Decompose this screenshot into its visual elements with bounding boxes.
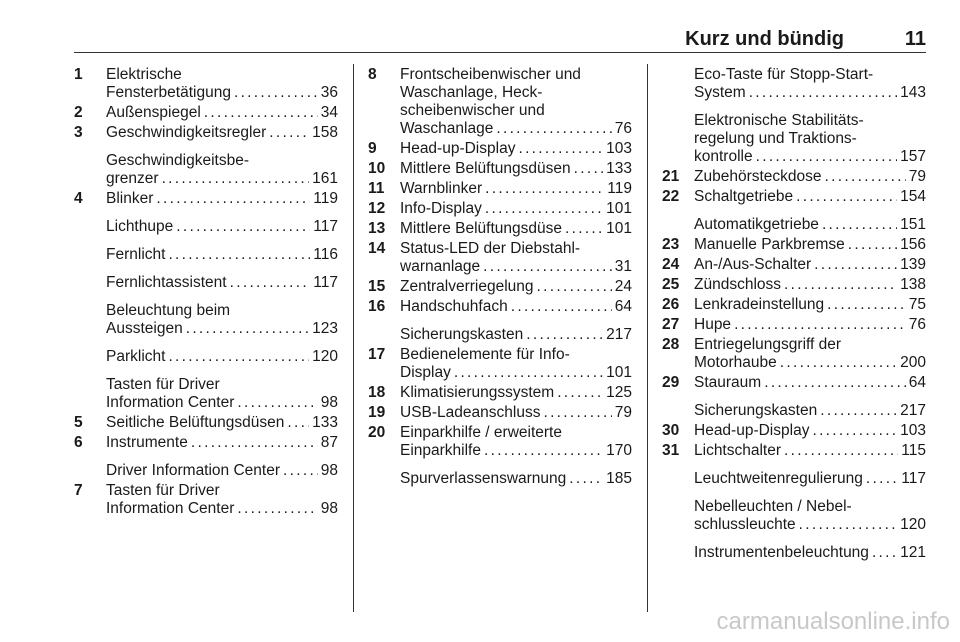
entry-text: Entriegelungsgriff der <box>694 336 842 353</box>
page-reference[interactable]: 139 <box>900 256 926 273</box>
item-number: 3 <box>74 124 83 141</box>
page-reference[interactable]: 76 <box>908 316 926 333</box>
dot-leader <box>496 120 611 138</box>
entry-text: Information Center <box>106 500 235 517</box>
page-reference[interactable]: 101 <box>606 200 632 217</box>
entry-text: Leuchtweitenregulierung <box>694 470 863 487</box>
page-reference[interactable]: 64 <box>908 374 926 391</box>
item-number: 23 <box>662 236 680 253</box>
item-number: 14 <box>368 240 386 257</box>
entry-text: Einparkhilfe / erweiterte <box>400 424 562 441</box>
entry-text: Elektrische <box>106 66 182 83</box>
entry-text: Lenkradeinstellung <box>694 296 825 313</box>
item-number: 17 <box>368 346 386 363</box>
item-number: 28 <box>662 336 680 353</box>
index-entry <box>74 104 338 122</box>
item-number: 9 <box>368 140 377 157</box>
page-reference[interactable]: 157 <box>900 148 926 165</box>
item-number: 16 <box>368 298 386 315</box>
index-entry <box>368 326 632 344</box>
page-number: 11 <box>904 28 926 50</box>
dot-leader <box>780 354 897 372</box>
item-number: 15 <box>368 278 386 295</box>
page-reference[interactable]: 217 <box>900 402 926 419</box>
index-entry <box>662 470 926 488</box>
index-entry <box>368 346 632 382</box>
entry-text: Außenspiegel <box>106 104 201 121</box>
index-entry <box>662 66 926 102</box>
dot-leader <box>872 544 897 562</box>
item-number: 8 <box>368 66 377 83</box>
index-entry <box>368 424 632 460</box>
dot-leader <box>537 278 612 296</box>
item-number: 10 <box>368 160 386 177</box>
entry-text: Waschanlage <box>400 120 494 137</box>
entry-text: Tasten für Driver <box>106 376 220 393</box>
dot-leader <box>734 316 906 334</box>
entry-text: Sicherungskasten <box>400 326 524 343</box>
item-number: 29 <box>662 374 680 391</box>
item-number: 1 <box>74 66 83 83</box>
dot-leader <box>569 470 603 488</box>
dot-leader <box>204 104 318 122</box>
entry-text: Geschwindigkeitsregler <box>106 124 267 141</box>
entry-text: Driver Information Center <box>106 462 281 479</box>
item-number: 2 <box>74 104 83 121</box>
item-number: 20 <box>368 424 386 441</box>
dot-leader <box>866 470 898 488</box>
entry-text: Fensterbetätigung <box>106 84 231 101</box>
page-reference[interactable]: 119 <box>607 180 632 197</box>
dot-leader <box>812 422 897 440</box>
index-entry <box>662 276 926 294</box>
item-number: 19 <box>368 404 386 421</box>
page-reference[interactable]: 121 <box>900 544 926 561</box>
page-reference[interactable]: 64 <box>614 298 632 315</box>
page-reference[interactable]: 31 <box>614 258 632 275</box>
page-reference[interactable]: 138 <box>900 276 926 293</box>
dot-leader <box>764 374 906 392</box>
entry-text: Instrumentenbeleuchtung <box>694 544 869 561</box>
entry-text: Info-Display <box>400 200 482 217</box>
entry-text: Nebelleuchten / Nebel- <box>694 498 852 515</box>
page-reference[interactable]: 87 <box>320 434 338 451</box>
item-number: 11 <box>368 180 385 197</box>
dot-leader <box>168 348 309 366</box>
dot-leader <box>485 180 604 198</box>
item-number: 31 <box>662 442 680 459</box>
index-entry <box>662 374 926 392</box>
item-number: 24 <box>662 256 680 273</box>
index-entry <box>368 278 632 296</box>
index-entry <box>368 140 632 158</box>
dot-leader <box>518 140 603 158</box>
page-reference[interactable]: 120 <box>900 516 926 533</box>
dot-leader <box>848 236 897 254</box>
entry-text: Sicherungskasten <box>694 402 818 419</box>
index-column-1 <box>74 66 338 518</box>
page-reference[interactable]: 185 <box>606 470 632 487</box>
index-entry <box>74 66 338 102</box>
entry-text: Waschanlage, Heck- <box>400 84 543 101</box>
index-entry <box>74 274 338 292</box>
dot-leader <box>287 414 309 432</box>
entry-text: Status-LED der Diebstahl- <box>400 240 581 257</box>
index-entry <box>74 302 338 338</box>
page-reference[interactable]: 117 <box>313 218 338 235</box>
index-entry <box>368 404 632 422</box>
entry-text: Tasten für Driver <box>106 482 220 499</box>
index-entry <box>74 482 338 518</box>
page-reference[interactable]: 161 <box>312 170 338 187</box>
dot-leader <box>820 402 897 420</box>
entry-text: Mittlere Belüftungsdüsen <box>400 160 571 177</box>
page-reference[interactable]: 24 <box>614 278 632 295</box>
item-number: 4 <box>74 190 83 207</box>
index-entry <box>368 298 632 316</box>
dot-leader <box>230 274 311 292</box>
page-reference[interactable]: 125 <box>606 384 632 401</box>
item-number: 7 <box>74 482 83 499</box>
entry-text: Elektronische Stabilitäts- <box>694 112 864 129</box>
item-number: 22 <box>662 188 680 205</box>
dot-leader <box>749 84 897 102</box>
page-reference[interactable]: 170 <box>606 442 632 459</box>
page-reference[interactable]: 76 <box>614 120 632 137</box>
page-reference[interactable]: 98 <box>320 500 338 517</box>
index-entry <box>74 152 338 188</box>
dot-leader <box>237 394 317 412</box>
entry-text: Hupe <box>694 316 732 333</box>
index-entry <box>662 256 926 274</box>
page-reference[interactable]: 200 <box>900 354 926 371</box>
entry-text: Zündschloss <box>694 276 782 293</box>
dot-leader <box>543 404 611 422</box>
dot-leader <box>825 168 906 186</box>
entry-text: Head-up-Display <box>400 140 516 157</box>
entry-text: Lichtschalter <box>694 442 782 459</box>
page-reference[interactable]: 117 <box>901 470 926 487</box>
dot-leader <box>454 364 603 382</box>
dot-leader <box>484 442 603 460</box>
index-entry <box>368 240 632 276</box>
entry-text: Klimatisierungssystem <box>400 384 555 401</box>
entry-text: Mittlere Belüftungsdüse <box>400 220 562 237</box>
index-entry <box>368 470 632 488</box>
index-entry <box>368 200 632 218</box>
dot-leader <box>827 296 906 314</box>
entry-text: Stauraum <box>694 374 762 391</box>
entry-text: System <box>694 84 746 101</box>
entry-text: Handschuhfach <box>400 298 508 315</box>
dot-leader <box>784 276 897 294</box>
index-entry <box>662 544 926 562</box>
index-entry <box>662 168 926 186</box>
entry-text: Schaltgetriebe <box>694 188 794 205</box>
watermark: carmanualsonline.info <box>716 608 950 635</box>
index-entry <box>662 336 926 372</box>
index-entry <box>662 112 926 166</box>
index-entry <box>74 414 338 432</box>
entry-text: Fernlichtassistent <box>106 274 227 291</box>
dot-leader <box>269 124 309 142</box>
page-reference[interactable]: 154 <box>900 188 926 205</box>
entry-text: Bedienelemente für Info- <box>400 346 570 363</box>
item-number: 21 <box>662 168 680 185</box>
index-entry <box>662 316 926 334</box>
page-reference[interactable]: 120 <box>312 348 338 365</box>
dot-leader <box>756 148 898 166</box>
index-entry <box>662 236 926 254</box>
index-entry <box>74 348 338 366</box>
dot-leader <box>176 218 310 236</box>
entry-text: Information Center <box>106 394 235 411</box>
page-reference[interactable]: 79 <box>614 404 632 421</box>
page-reference[interactable]: 217 <box>606 326 632 343</box>
page-reference[interactable]: 117 <box>313 274 338 291</box>
dot-leader <box>156 190 310 208</box>
entry-text: Fernlicht <box>106 246 166 263</box>
dot-leader <box>511 298 612 316</box>
page-reference[interactable]: 101 <box>606 220 632 237</box>
page-reference[interactable]: 151 <box>900 216 926 233</box>
page-reference[interactable]: 116 <box>313 246 338 263</box>
page-reference[interactable]: 103 <box>606 140 632 157</box>
entry-text: Display <box>400 364 451 381</box>
entry-text: An-/Aus-Schalter <box>694 256 812 273</box>
index-entry <box>662 422 926 440</box>
dot-leader <box>283 462 318 480</box>
entry-text: Head-up-Display <box>694 422 810 439</box>
column-divider <box>647 64 648 612</box>
item-number: 13 <box>368 220 386 237</box>
page-reference[interactable]: 143 <box>900 84 926 101</box>
entry-text: Warnblinker <box>400 180 483 197</box>
index-entry <box>74 434 338 452</box>
entry-text: Instrumente <box>106 434 188 451</box>
page-title: Kurz und bündig <box>685 28 844 50</box>
entry-text: Manuelle Parkbremse <box>694 236 845 253</box>
index-entry <box>662 442 926 460</box>
index-entry <box>662 188 926 206</box>
page-header <box>74 28 926 53</box>
entry-text: USB-Ladeanschluss <box>400 404 541 421</box>
item-number: 25 <box>662 276 680 293</box>
index-entry <box>74 376 338 412</box>
entry-text: scheibenwischer und <box>400 102 545 119</box>
entry-text: Zubehörsteckdose <box>694 168 822 185</box>
page-reference[interactable]: 101 <box>606 364 632 381</box>
entry-text: Spurverlassenswarnung <box>400 470 567 487</box>
dot-leader <box>191 434 318 452</box>
entry-text: regelung und Traktions- <box>694 130 857 147</box>
page-reference[interactable]: 115 <box>901 442 926 459</box>
entry-text: Blinker <box>106 190 154 207</box>
entry-text: kontrolle <box>694 148 753 165</box>
entry-text: Zentralverriegelung <box>400 278 534 295</box>
index-entry <box>74 246 338 264</box>
page-reference[interactable]: 123 <box>312 320 338 337</box>
index-entry <box>74 218 338 236</box>
column-divider <box>353 64 354 612</box>
index-entry <box>74 190 338 208</box>
index-entry <box>662 402 926 420</box>
entry-text: Frontscheibenwischer und <box>400 66 581 83</box>
entry-text: schlussleuchte <box>694 516 796 533</box>
dot-leader <box>574 160 604 178</box>
entry-text: grenzer <box>106 170 159 187</box>
dot-leader <box>799 516 897 534</box>
index-entry <box>368 180 632 198</box>
item-number: 30 <box>662 422 680 439</box>
entry-text: Einparkhilfe <box>400 442 481 459</box>
index-entry <box>368 384 632 402</box>
item-number: 6 <box>74 434 83 451</box>
index-entry <box>74 462 338 480</box>
item-number: 12 <box>368 200 386 217</box>
index-entry <box>662 296 926 314</box>
page-reference[interactable]: 119 <box>313 190 338 207</box>
dot-leader <box>814 256 897 274</box>
entry-text: Automatikgetriebe <box>694 216 819 233</box>
dot-leader <box>237 500 317 518</box>
page-reference[interactable]: 98 <box>320 462 338 479</box>
page-reference[interactable]: 36 <box>320 84 338 101</box>
index-entry <box>662 498 926 534</box>
entry-text: Seitliche Belüftungsdüsen <box>106 414 285 431</box>
item-number: 5 <box>74 414 83 431</box>
page-reference[interactable]: 156 <box>900 236 926 253</box>
page-reference[interactable]: 34 <box>320 104 338 121</box>
dot-leader <box>557 384 603 402</box>
dot-leader <box>526 326 603 344</box>
index-entry <box>368 160 632 178</box>
dot-leader <box>234 84 318 102</box>
item-number: 18 <box>368 384 386 401</box>
index-entry <box>74 124 338 142</box>
index-column-3 <box>662 66 926 562</box>
dot-leader <box>483 258 612 276</box>
page-reference[interactable]: 133 <box>312 414 338 431</box>
dot-leader <box>784 442 898 460</box>
item-number: 26 <box>662 296 680 313</box>
entry-text: Lichthupe <box>106 218 174 235</box>
index-column-2 <box>368 66 632 488</box>
entry-text: Eco-Taste für Stopp-Start- <box>694 66 874 83</box>
item-number: 27 <box>662 316 680 333</box>
index-entry <box>662 216 926 234</box>
entry-text: Geschwindigkeitsbe- <box>106 152 250 169</box>
page-reference[interactable]: 103 <box>900 422 926 439</box>
dot-leader <box>565 220 603 238</box>
entry-text: Motorhaube <box>694 354 777 371</box>
dot-leader <box>822 216 897 234</box>
index-entry <box>368 66 632 138</box>
page-reference[interactable]: 158 <box>312 124 338 141</box>
entry-text: Beleuchtung beim <box>106 302 231 319</box>
dot-leader <box>168 246 310 264</box>
dot-leader <box>485 200 603 218</box>
page-reference[interactable]: 133 <box>606 160 632 177</box>
page-reference[interactable]: 98 <box>320 394 338 411</box>
dot-leader <box>162 170 310 188</box>
dot-leader <box>796 188 897 206</box>
index-entry <box>368 220 632 238</box>
page-reference[interactable]: 79 <box>908 168 926 185</box>
entry-text: Parklicht <box>106 348 166 365</box>
dot-leader <box>186 320 309 338</box>
page-reference[interactable]: 75 <box>908 296 926 313</box>
entry-text: Aussteigen <box>106 320 183 337</box>
entry-text: warnanlage <box>400 258 481 275</box>
